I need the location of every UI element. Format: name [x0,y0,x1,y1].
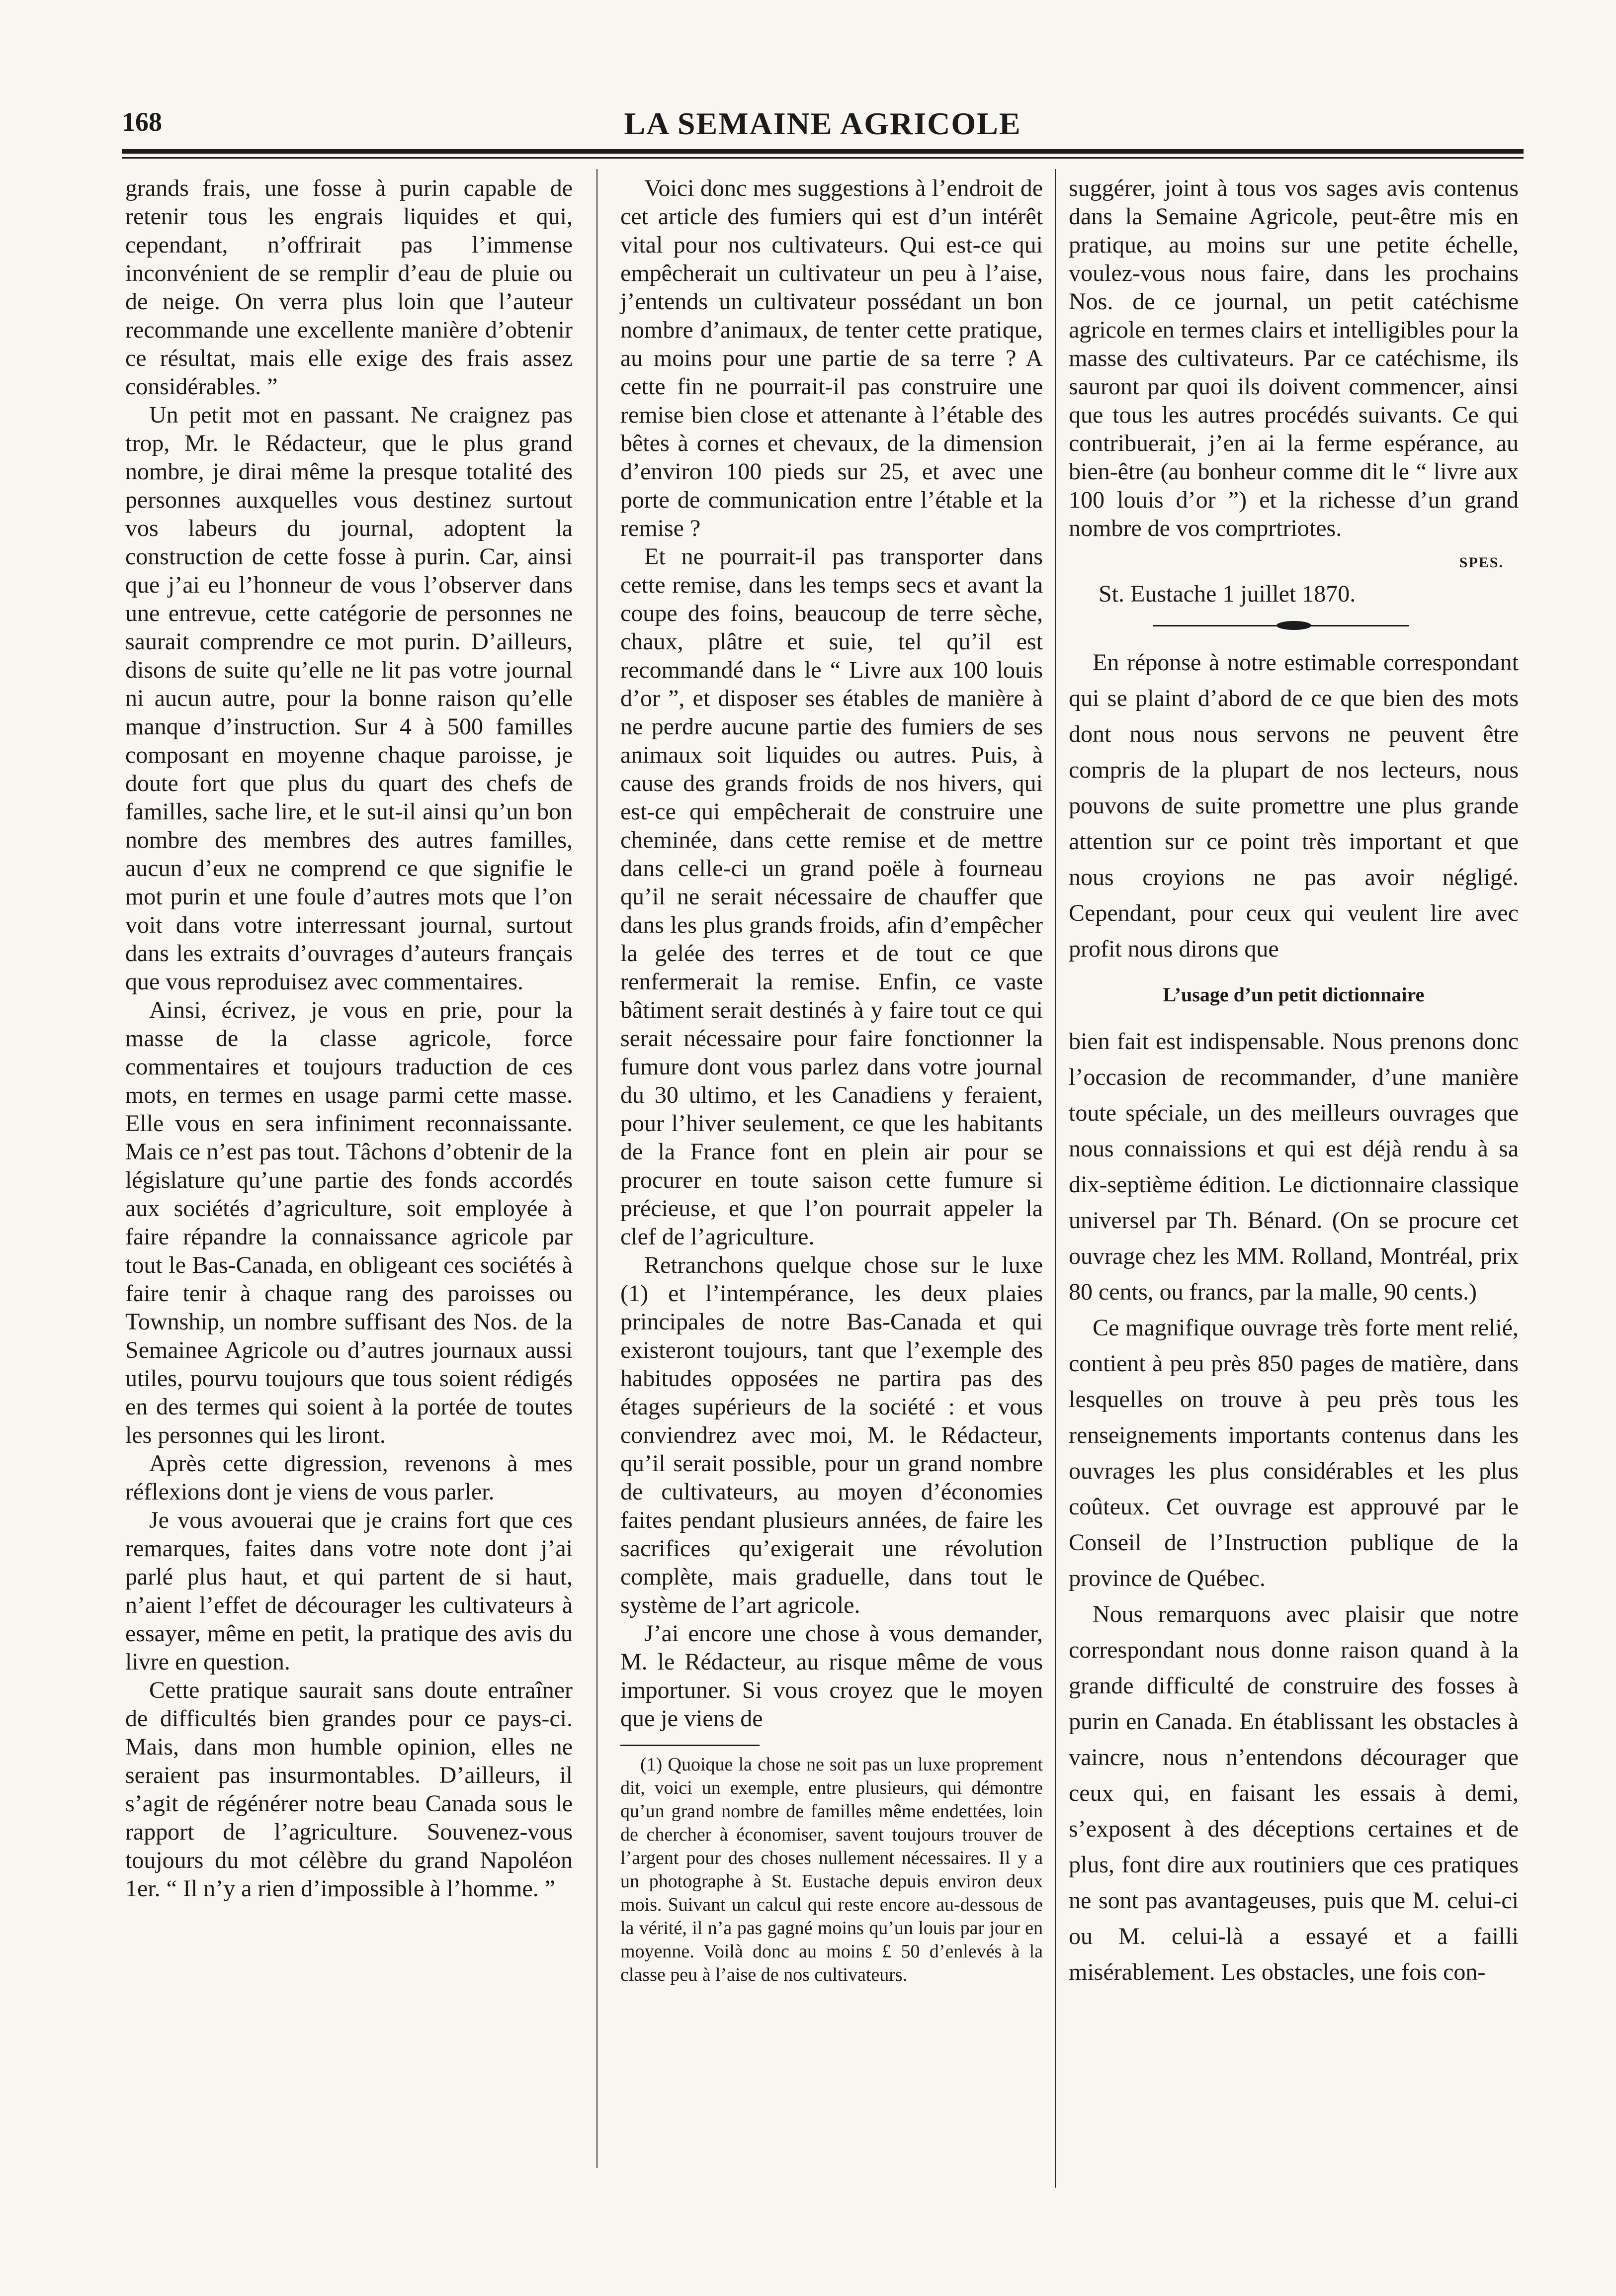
column-2-paragraph: Voici donc mes suggestions à l’endroit de cet article des fumiers qui est d’un intérêt vital pour nos cultivateurs. Qui est-ce qui empêcherait un cultivateur un peu à l’aise, j’entends un cultivateur possédant un bon nombre d’animaux, de tenter cette pratique, au moins pour une partie de sa terre ? A cette fin ne pourrait-il pas construire une remise bien close et attenante à l’étable des bêtes à cornes et chevaux, de la dimension d’environ 100 pieds sur 25, et avec une porte de communication entre l’étable et la remise ? [620,175,1043,541]
page-header [122,106,1524,141]
column-2-paragraph: Et ne pourrait-il pas transporter dans cette remise, dans les temps secs et avant la coupe des foins, beaucoup de terre sèche, chaux, plâtre et suie, tel qu’il est recommandé dans le “ Livre aux 100 louis d’or ”, et disposer ses étables de manière à ne perdre aucune partie des fumiers de ses animaux soit liquides ou autres. Puis, à cause des grands froids de nos hivers, qui est-ce qui empêcherait de construire une cheminée, dans cette remise et de mettre dans celle-ci un grand poële à fourneau qu’il ne serait nécessaire de chauffer que dans les plus grands froids, afin d’empêcher la gelée des terres et de tout ce que renfermerait la remise. Enfin, ce vaste bâtiment serait destinés à y faire tout ce qui serait nécessaire pour faire fonctionner la fumure dont vous parlez dans votre journal du 30 ultimo, et les Canadiens y feraient, pour l’hiver seulement, ce que les habitants de la France font en plein air pour se procurer en toute saison cette fumure si précieuse, et que l’on pourrait appeler la clef de l’agriculture. [620,543,1043,1250]
ornament-dot [1276,621,1311,630]
column-1 [125,174,573,1903]
journal-title: LA SEMAINE AGRICOLE [624,106,1021,141]
column-3-paragraph: En réponse à notre estimable correspondant qui se plaint d’abord de ce que bien des mots dont nous nous servons ne peuvent être compris de la plupart de nos lecteurs, nous pouvons de suite promettre une plus grande attention sur ce point très important et que nous croyions ne pas avoir négligé. Cependant, pour ceux qui veulent lire avec profit nous dirons que [1069,649,1519,962]
column-2-paragraph: J’ai encore une chose à vous demander, M. le Rédacteur, au risque même de vous importuner. Si vous croyez que le moyen que je viens de [620,1620,1043,1732]
column-1-paragraph: Cette pratique saurait sans doute entraîner de difficultés bien grandes pour ce pays-ci. Mais, dans mon humble opinion, elles ne seraient pas insurmontables. D’ailleurs, il s’agit de régénérer notre beau Canada sous le rapport de l’agriculture. Souvenez-vous toujours du mot célèbre du grand Napoléon 1er. “ Il n’y a rien d’impossible à l’homme. ” [125,1677,573,1902]
signature: SPES. [1459,554,1504,571]
column-1-paragraph: Je vous avouerai que je crains fort que ces remarques, faites dans votre note dont j’ai parlé plus haut, et qui partent de si haut, n’aient l’effet de décourager les cultivateurs à essayer, même en petit, la pratique des avis du livre en question. [125,1507,573,1675]
header-rule-thin [122,157,1524,159]
column-1-paragraph: grands frais, une fosse à purin capable de retenir tous les engrais liquides et qui, cependant, n’offrirait pas l’immense inconvénient de se remplir d’eau de pluie ou de neige. On verra plus loin que l’auteur recommande une excellente manière d’obtenir ce résultat, mais elle exige des frais assez considérables. ” [125,175,573,400]
column-2 [620,174,1043,1987]
column-1-paragraph: Un petit mot en passant. Ne craignez pas trop, Mr. le Rédacteur, que le plus grand nombre, je dirai même la presque totalité des personnes auxquelles vous destinez surtout vos labeurs du journal, adoptent la construction de cette fosse à purin. Car, ainsi que j’ai eu l’honneur de vous l’observer dans une entrevue, cette catégorie de personnes ne saurait comprendre ce mot purin. D’ailleurs, disons de suite qu’elle ne lit pas votre journal ni aucun autre, pour la bonne raison qu’elle manque d’instruction. Sur 4 à 500 familles composant en moyenne chaque paroisse, je doute fort que plus du quart des chefs de familles, sache lire, et le sut-il ainsi qu’un bon nombre des membres des autres familles, aucun d’eux ne comprend ce que signifie le mot purin et une foule d’autres mots que l’on voit dans votre interressant journal, surtout dans les extraits d’ouvrages d’auteurs français que vous reproduisez avec commentaires. [125,402,573,995]
footnote-rule [620,1745,760,1746]
column-3-paragraph: Ce magnifique ouvrage très forte ment relié, contient à peu près 850 pages de matière, dans lesquelles on trouve à peu près tous les renseignements importants contenus dans les ouvrages les plus considérables et les plus coûteux. Cet ouvrage est approuvé par le Conseil de l’Instruction publique de la province de Québec. [1069,1315,1519,1591]
section-subheading: L’usage d’un petit dictionnaire [1163,983,1425,1006]
column-1-paragraph: Après cette digression, revenons à mes réflexions dont je viens de vous parler. [125,1450,573,1505]
dateline: St. Eustache 1 juillet 1870. [1099,581,1356,607]
footnote: (1) Quoique la chose ne soit pas un luxe proprement dit, voici un exemple, entre plusieurs, qui démontre qu’un grand nombre de familles même endettées, loin de chercher à économiser, savent toujours trouver de l’argent pour des choses nullement nécessaires. Il y a un photographe à St. Eustache depuis environ deux mois. Suivant un calcul qui reste encore au-dessous de la vérité, il n’a pas gagné moins qu’un louis par jour en moyenne. Voilà donc au moins £ 50 d’enlevés à la classe peu à l’aise de nos cultivateurs. [620,1754,1043,1985]
column-3-paragraph: Nous remarquons avec plaisir que notre correspondant nous donne raison quand à la grande difficulté de construire des fosses à purin en Canada. En établissant les obstacles à vaincre, nous n’entendons décourager que ceux qui, en faisant les essais à demi, s’exposent à des déceptions certaines et de plus, font dire aux routiniers que ces pratiques ne sont pas avantageuses, puis que M. celui-ci ou M. celui-là a essayé et a failli misérablement. Les obstacles, une fois con- [1069,1601,1519,1985]
column-1-paragraph: Ainsi, écrivez, je vous en prie, pour la masse de la classe agricole, force commentaires et toujours traduction de ces mots, en termes en usage parmi cette masse. Elle vous en sera infiniment reconnaissante. Mais ce n’est pas tout. Tâchons d’obtenir de la législature qu’une partie des fonds accordés aux sociétés d’agriculture, soit employée à faire répandre la connaissance agricole par tout le Bas-Canada, en obligeant ces sociétés à faire tenir à chaque rang des paroisses ou Township, un nombre suffisant des Nos. de la Semainee Agricole ou d’autres journaux aussi utiles, pourvu toujours que tous soient rédigés en des termes qui soient à la portée de toutes les personnes qui les liront. [125,997,573,1448]
column-2-paragraph: Retranchons quelque chose sur le luxe (1) et l’intempérance, les deux plaies principales de notre Bas-Canada et qui existeront toujours, tant que l’exemple des habitudes opposées ne partira pas des étages supérieurs de la société : et vous conviendrez avec moi, M. le Rédacteur, qu’il serait possible, pour un grand nombre de cultivateurs, au moyen d’économies faites pendant plusieurs années, de faire les sacrifices qu’exigerait une révolution complète, mais graduelle, dans tout le système de l’art agricole. [620,1252,1043,1618]
column-3-paragraph: suggérer, joint à tous vos sages avis contenus dans la Semaine Agricole, peut-être mis en pratique, au moins sur une petite échelle, voulez-vous nous faire, dans les prochains Nos. de ce journal, un petit catéchisme agricole en termes clairs et intelligibles pour la masse des cultivateurs. Par ce catéchisme, ils sauront par quoi ils doivent commencer, ainsi que tous les autres procédés suivants. Ce qui contribuerait, j’en ai la ferme espérance, au bien-être (au bonheur comme dit le “ livre aux 100 louis d’or ”) et la richesse d’un grand nombre de vos comprtriotes. [1069,175,1519,541]
column-3-paragraph: bien fait est indispensable. Nous prenons donc l’occasion de recommander, d’une manière toute spéciale, un des meilleurs ouvrages que nous connaissions et qui est déjà rendu à sa dix-septième édition. Le dictionnaire classique universel par Th. Bénard. (On se procure cet ouvrage chez les MM. Rolland, Montréal, prix 80 cents, ou francs, par la malle, 90 cents.) [1069,1028,1519,1305]
section-ornament [1069,610,1519,640]
column-divider-left [596,169,597,2168]
page-number: 168 [122,107,162,137]
column-divider-right [1055,169,1056,2188]
column-3 [1069,174,1519,1990]
header-rule-thick [122,149,1524,154]
